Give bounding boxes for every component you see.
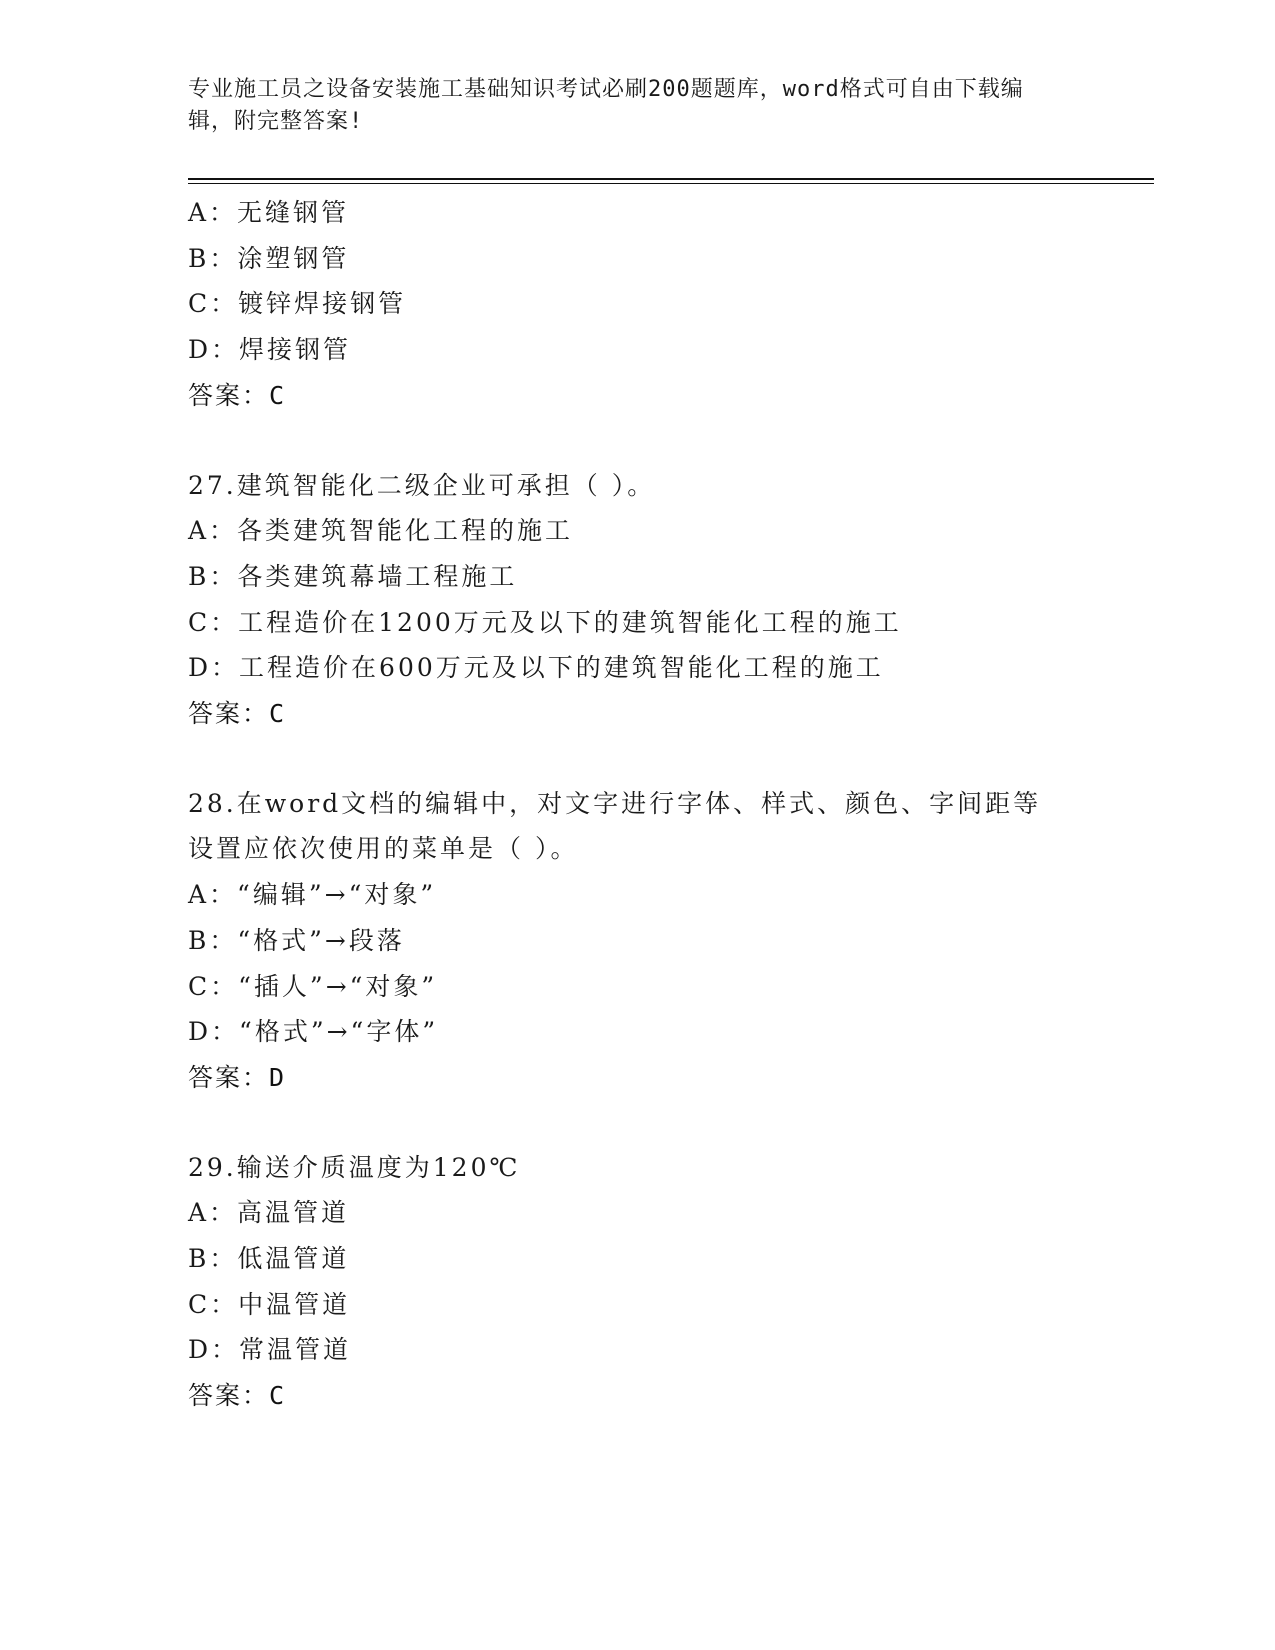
answer-value: C [269, 699, 285, 729]
answer-line [188, 691, 1088, 737]
question-text: 29.输送介质温度为120℃ [188, 1152, 521, 1182]
question-29 [188, 1145, 1088, 1419]
question-text: 27.建筑智能化二级企业可承担（ ）。 [188, 470, 656, 500]
option-d: D：焊接钢管 [188, 335, 352, 365]
option-c: C：镀锌焊接钢管 [188, 289, 407, 319]
option-d: D：常温管道 [188, 1335, 352, 1365]
option-b: B：“格式”→段落 [188, 925, 405, 955]
option-c: C：工程造价在1200万元及以下的建筑智能化工程的施工 [188, 607, 902, 637]
question-text-line-1: 28.在word文档的编辑中，对文字进行字体、样式、颜色、字间距等 [188, 788, 1042, 818]
option-b: B：涂塑钢管 [188, 243, 350, 273]
question-26 [188, 190, 1088, 419]
question-text-line-2: 设置应依次使用的菜单是（ ）。 [188, 834, 579, 864]
option-b: B：各类建筑幕墙工程施工 [188, 561, 518, 591]
question-28 [188, 781, 1088, 1101]
question-27 [188, 463, 1088, 737]
option-b: B：低温管道 [188, 1244, 350, 1274]
option-a: A：各类建筑智能化工程的施工 [188, 516, 574, 546]
header-rule-thin [188, 183, 1154, 184]
answer-line [188, 373, 1088, 419]
answer-value: C [269, 1381, 285, 1411]
option-d: D：工程造价在600万元及以下的建筑智能化工程的施工 [188, 653, 884, 683]
answer-label: 答案： [188, 1381, 270, 1411]
option-a: A：“编辑”→“对象” [188, 880, 437, 910]
answer-label: 答案： [188, 699, 270, 729]
option-a: A：无缝钢管 [188, 198, 350, 227]
option-c: C：中温管道 [188, 1289, 351, 1319]
answer-value: C [269, 380, 285, 410]
option-d: D：“格式”→“字体” [188, 1017, 439, 1047]
answer-line [188, 1373, 1088, 1419]
header-rule-thick [188, 178, 1154, 180]
option-a: A：高温管道 [188, 1198, 350, 1228]
option-c: C：“插人”→“对象” [188, 971, 438, 1001]
answer-value: D [269, 1062, 285, 1092]
document-header: 专业施工员之设备安装施工基础知识考试必刷200题题库，word格式可自由下载编辑，附完整答案! [188, 77, 1024, 134]
answer-line [188, 1055, 1088, 1101]
answer-label: 答案： [188, 1062, 270, 1092]
document-content [188, 190, 1088, 1419]
answer-label: 答案： [188, 380, 270, 410]
